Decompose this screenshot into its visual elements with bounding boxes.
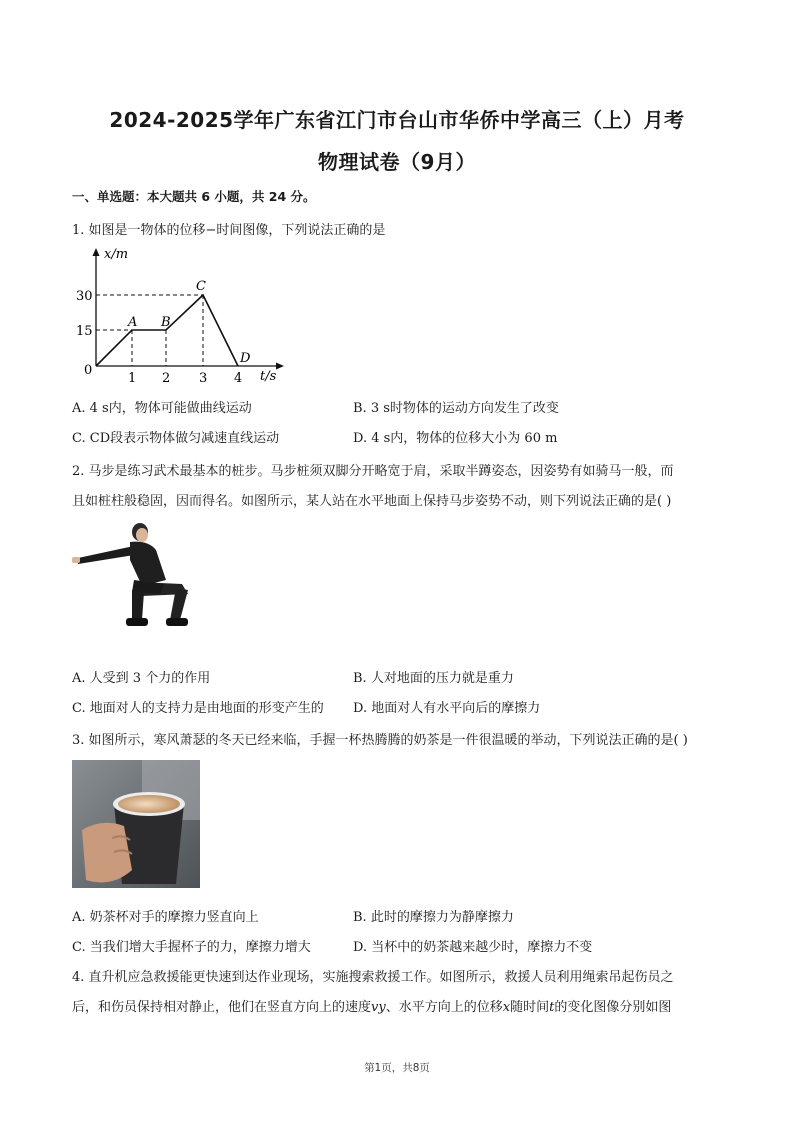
point-B-label: B: [161, 315, 171, 330]
y-tick-30: 30: [76, 289, 93, 304]
q2-stem-line1: 2. 马步是练习武术最基本的桩步。马步桩须双脚分开略宽于肩，采取半蹲姿态，因姿势有如骑马一般，而: [72, 464, 674, 479]
q1-option-b: B. 3 s时物体的运动方向发生了改变: [353, 401, 559, 416]
q4-text-2: 、水平方向上的位移: [385, 1000, 503, 1015]
q4-text-1: 后，和伤员保持相对静止，他们在竖直方向上的速度: [72, 1000, 372, 1015]
x-tick-2: 2: [162, 371, 171, 386]
section-heading: 一、单选题：本大题共 6 小题，共 24 分。: [72, 189, 316, 204]
exam-title-line1: 2024-2025学年广东省江门市台山市华侨中学高三（上）月考: [109, 108, 685, 132]
exam-title-line2: 物理试卷（9月）: [318, 150, 476, 174]
q2-option-d: D. 地面对人有水平向后的摩擦力: [353, 701, 541, 716]
y-axis-label: x/m: [104, 247, 129, 262]
q2-stem-line2: 且如桩柱般稳固，因而得名。如图所示，某人站在水平地面上保持马步姿势不动，则下列说法正确的是( ): [72, 494, 672, 509]
q3-stem: 3. 如图所示，寒风萧瑟的冬天已经来临，手握一杯热腾腾的奶茶是一件很温暖的举动，下列说法正确的是( ): [72, 733, 688, 748]
q3-option-a: A. 奶茶杯对手的摩擦力竖直向上: [72, 910, 259, 925]
q1-xt-graph: [72, 240, 292, 390]
q1-stem: 1. 如图是一物体的位移−时间图像，下列说法正确的是: [72, 223, 386, 238]
q4-x: x: [502, 1000, 511, 1015]
q2-horse-stance-photo: [72, 520, 197, 630]
q1-option-d: D. 4 s内，物体的位移大小为 60 m: [353, 431, 558, 446]
q4-vy: vy: [371, 1000, 386, 1015]
x-tick-3: 3: [199, 371, 208, 386]
q3-option-c: C. 当我们增大手握杯子的力，摩擦力增大: [72, 940, 311, 955]
q3-milk-tea-photo: [72, 760, 200, 888]
q3-option-b: B. 此时的摩擦力为静摩擦力: [353, 910, 514, 925]
q1-option-a: A. 4 s内，物体可能做曲线运动: [72, 401, 252, 416]
point-D-label: D: [240, 351, 251, 366]
q4-line2: [72, 996, 671, 1015]
y-tick-15: 15: [76, 324, 93, 339]
x-tick-1: 1: [128, 371, 137, 386]
point-A-label: A: [128, 315, 138, 330]
q2-option-a: A. 人受到 3 个力的作用: [72, 671, 211, 686]
q4-line1: 4. 直升机应急救援能更快速到达作业现场，实施搜索救援工作。如图所示，救援人员利用绳索吊起伤员之: [72, 970, 674, 985]
point-C-label: C: [196, 279, 206, 294]
origin-label: 0: [84, 363, 93, 378]
x-tick-4: 4: [234, 371, 243, 386]
q3-option-d: D. 当杯中的奶茶越来越少时，摩擦力不变: [353, 940, 593, 955]
x-axis-label: t/s: [260, 369, 277, 384]
q4-text-3: 随时间: [510, 1000, 550, 1015]
q4-text-4: 的变化图像分别如图: [554, 1000, 672, 1015]
q2-option-b: B. 人对地面的压力就是重力: [353, 671, 514, 686]
q2-option-c: C. 地面对人的支持力是由地面的形变产生的: [72, 701, 324, 716]
page-footer: 第1页，共8页: [364, 1062, 430, 1074]
q4-t: t: [549, 1000, 555, 1015]
q1-option-c: C. CD段表示物体做匀减速直线运动: [72, 431, 280, 446]
